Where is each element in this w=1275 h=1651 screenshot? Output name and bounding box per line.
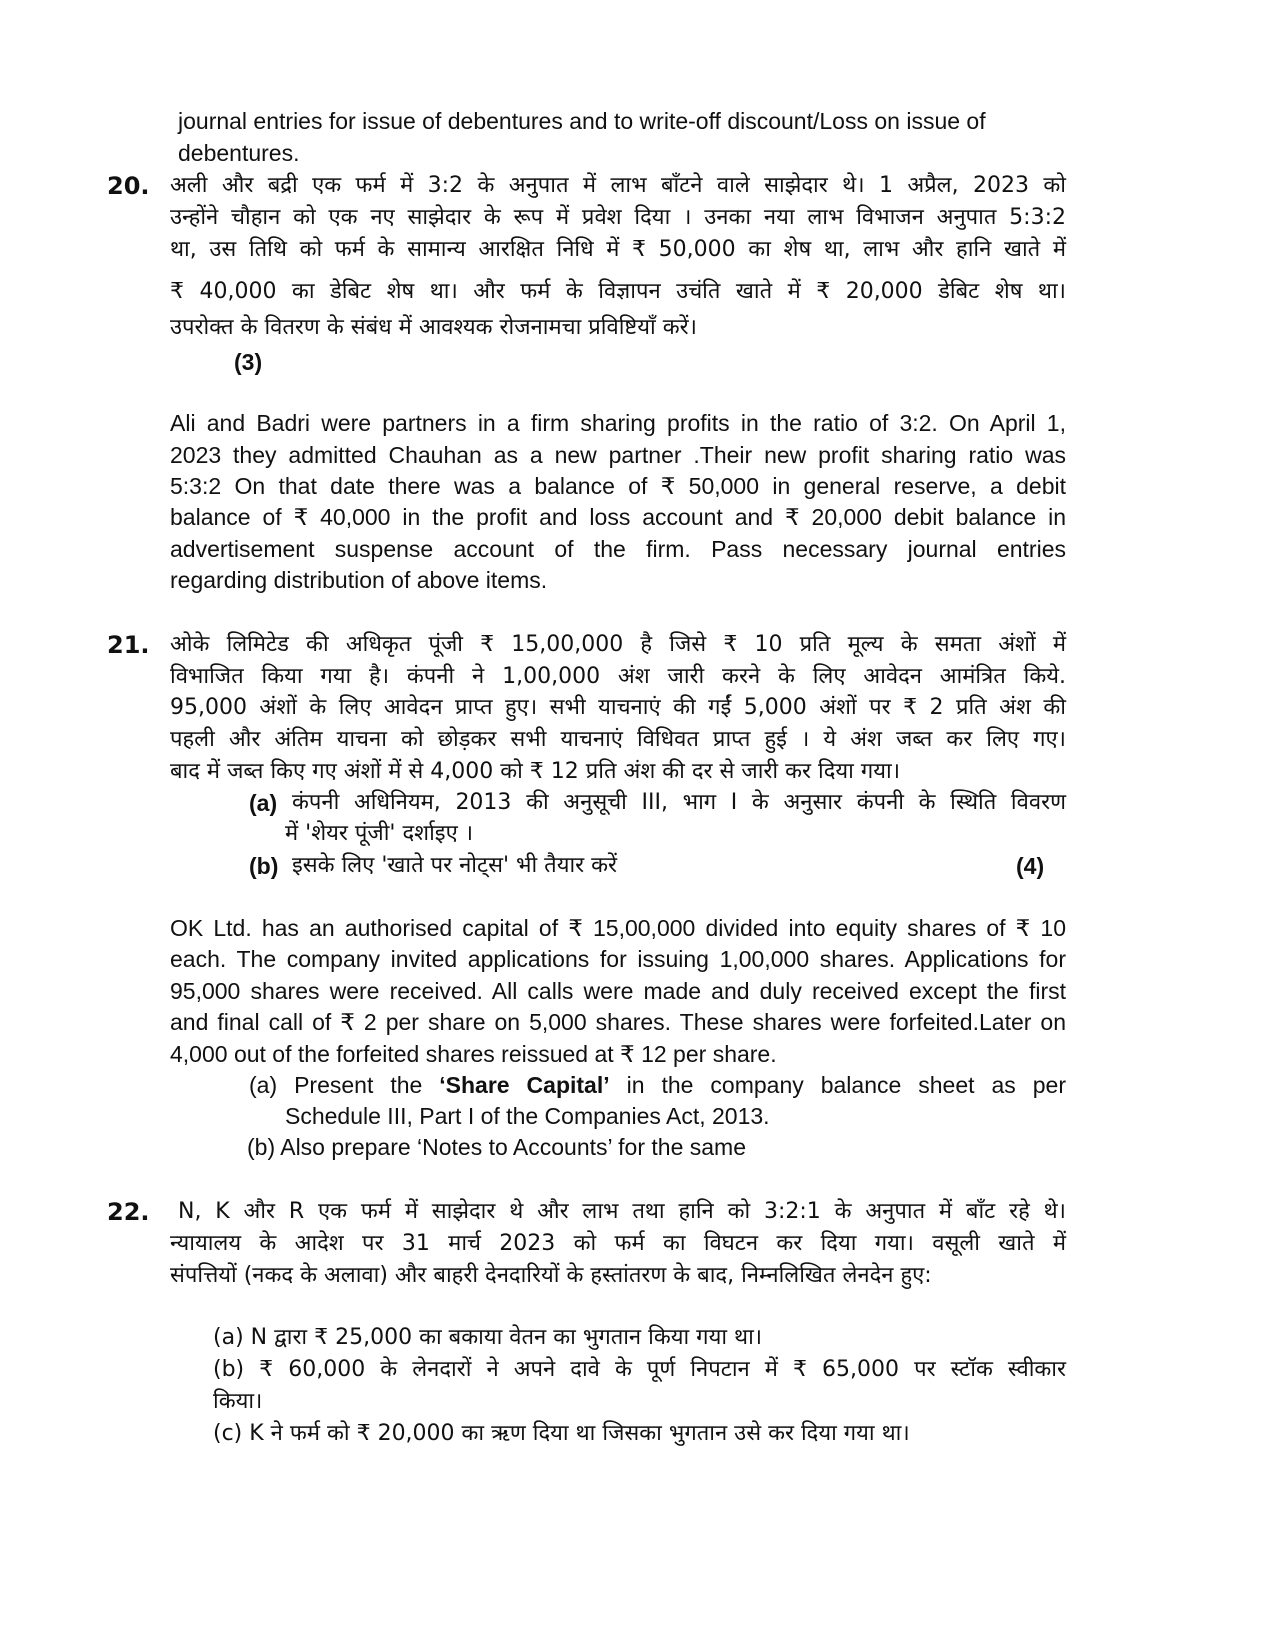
q21-english-a-line-1	[249, 1070, 1066, 1100]
q21-hindi-line-3: 95,000 अंशों के लिए आवेदन प्राप्त हुए। सभी याचनाएं की गईं 5,000 अंशों पर ₹ 2 प्रति अंश की	[170, 695, 1066, 720]
q22-item-a: (a) N द्वारा ₹ 25,000 का बकाया वेतन का भुगतान किया गया था।	[213, 1325, 763, 1350]
q21-english-line-4: and final call of ₹ 2 per share on 5,000 shares. These shares were forfeited.Later on	[170, 1009, 1066, 1035]
q21-english-line-1: OK Ltd. has an authorised capital of ₹ 15,00,000 divided into equity shares of ₹ 10	[170, 915, 1066, 941]
q22-hindi-line-3: संपत्तियों (नकद के अलावा) और बाहरी देनदारियों के हस्तांतरण के बाद, निम्नलिखित लेनदेन हुए:	[170, 1263, 932, 1288]
q20-hindi-line-5: उपरोक्त के वितरण के संबंध में आवश्यक रोजनामचा प्रविष्टियाँ करें।	[170, 315, 697, 340]
q21-hindi-b-label: (b)	[249, 853, 279, 879]
q21-english-a-bold: ‘Share Capital’	[439, 1072, 610, 1098]
q20-hindi-line-1: अली और बद्री एक फर्म में 3:2 के अनुपात में लाभ बाँटने वाले साझेदार थे। 1 अप्रैल, 2023 को	[170, 173, 1066, 198]
q21-english-a-line-2: Schedule III, Part I of the Companies Act, 2013.	[285, 1103, 770, 1129]
q20-hindi-line-2: उन्होंने चौहान को एक नए साझेदार के रूप में प्रवेश दिया । उनका नया लाभ विभाजन अनुपात 5:3:2	[170, 205, 1066, 230]
q21-hindi-a-line-1: कंपनी अधिनियम, 2013 की अनुसूची III, भाग I के अनुसार कंपनी के स्थिति विवरण	[292, 790, 1066, 815]
q20-english-line-4: balance of ₹ 40,000 in the profit and loss account and ₹ 20,000 debit balance in	[170, 504, 1066, 530]
intro-line-2: debentures.	[178, 140, 300, 166]
q22-hindi-line-2: न्यायालय के आदेश पर 31 मार्च 2023 को फर्म का विघटन कर दिया गया। वसूली खाते में	[170, 1231, 1066, 1256]
q20-hindi-line-4: ₹ 40,000 का डेबिट शेष था। और फर्म के विज्ञापन उचंति खाते में ₹ 20,000 डेबिट शेष था।	[170, 279, 1066, 304]
q22-item-b-line-1: (b) ₹ 60,000 के लेनदारों ने अपने दावे के पूर्ण निपटान में ₹ 65,000 पर स्टॉक स्वीकार	[213, 1357, 1066, 1382]
q21-english-a-suffix: in the company balance sheet as per	[609, 1072, 1066, 1098]
q21-hindi-a-label: (a)	[249, 790, 278, 816]
question-20-number: 20.	[107, 172, 150, 200]
q21-english-line-5: 4,000 out of the forfeited shares reissued at ₹ 12 per share.	[170, 1041, 777, 1067]
q20-english-line-5: advertisement suspense account of the firm. Pass necessary journal entries	[170, 536, 1066, 562]
question-21-number: 21.	[107, 631, 150, 659]
q21-hindi-b-text: इसके लिए 'खाते पर नोट्स' भी तैयार करें	[292, 853, 618, 878]
q22-item-c: (c) K ने फर्म को ₹ 20,000 का ऋण दिया था जिसका भुगतान उसे कर दिया गया था।	[213, 1421, 910, 1446]
q20-hindi-line-3: था, उस तिथि को फर्म के सामान्य आरक्षित निधि में ₹ 50,000 का शेष था, लाभ और हानि खाते में	[170, 237, 1066, 262]
q22-item-b-line-2: किया।	[213, 1389, 263, 1414]
q20-marks: (3)	[234, 349, 263, 375]
q21-english-line-3: 95,000 shares were received. All calls were made and duly received except the first	[170, 978, 1066, 1004]
q21-hindi-line-4: पहली और अंतिम याचना को छोड़कर सभी याचनाएं विधिवत प्राप्त हुई । ये अंश जब्त कर लिए गए।	[170, 727, 1066, 752]
q20-english-line-1: Ali and Badri were partners in a firm sharing profits in the ratio of 3:2. On April 1,	[170, 410, 1066, 436]
question-22-number: 22.	[107, 1198, 150, 1226]
q20-english-line-3: 5:3:2 On that date there was a balance of ₹ 50,000 in general reserve, a debit	[170, 473, 1066, 499]
q21-marks: (4)	[1016, 853, 1045, 879]
q20-english-line-6: regarding distribution of above items.	[170, 567, 548, 593]
q21-hindi-a-line-2: में 'शेयर पूंजी' दर्शाइए ।	[285, 821, 474, 846]
q21-english-line-2: each. The company invited applications for issuing 1,00,000 shares. Applications for	[170, 946, 1066, 972]
intro-line-1: journal entries for issue of debentures and to write-off discount/Loss on issue of	[178, 108, 986, 134]
q21-english-a-prefix: (a) Present the	[249, 1072, 440, 1098]
q22-hindi-line-1: N, K और R एक फर्म में साझेदार थे और लाभ तथा हानि को 3:2:1 के अनुपात में बाँट रहे थे।	[178, 1199, 1066, 1224]
q21-hindi-line-1: ओके लिमिटेड की अधिकृत पूंजी ₹ 15,00,000 है जिसे ₹ 10 प्रति मूल्य के समता अंशों में	[170, 632, 1066, 657]
q21-hindi-line-5: बाद में जब्त किए गए अंशों में से 4,000 को ₹ 12 प्रति अंश की दर से जारी कर दिया गया।	[170, 759, 901, 784]
q21-hindi-line-2: विभाजित किया गया है। कंपनी ने 1,00,000 अंश जारी करने के लिए आवेदन आमंत्रित किये.	[170, 664, 1066, 689]
q20-english-line-2: 2023 they admitted Chauhan as a new partner .Their new profit sharing ratio was	[170, 442, 1066, 468]
q21-english-b: (b) Also prepare ‘Notes to Accounts’ for the same	[247, 1134, 747, 1160]
